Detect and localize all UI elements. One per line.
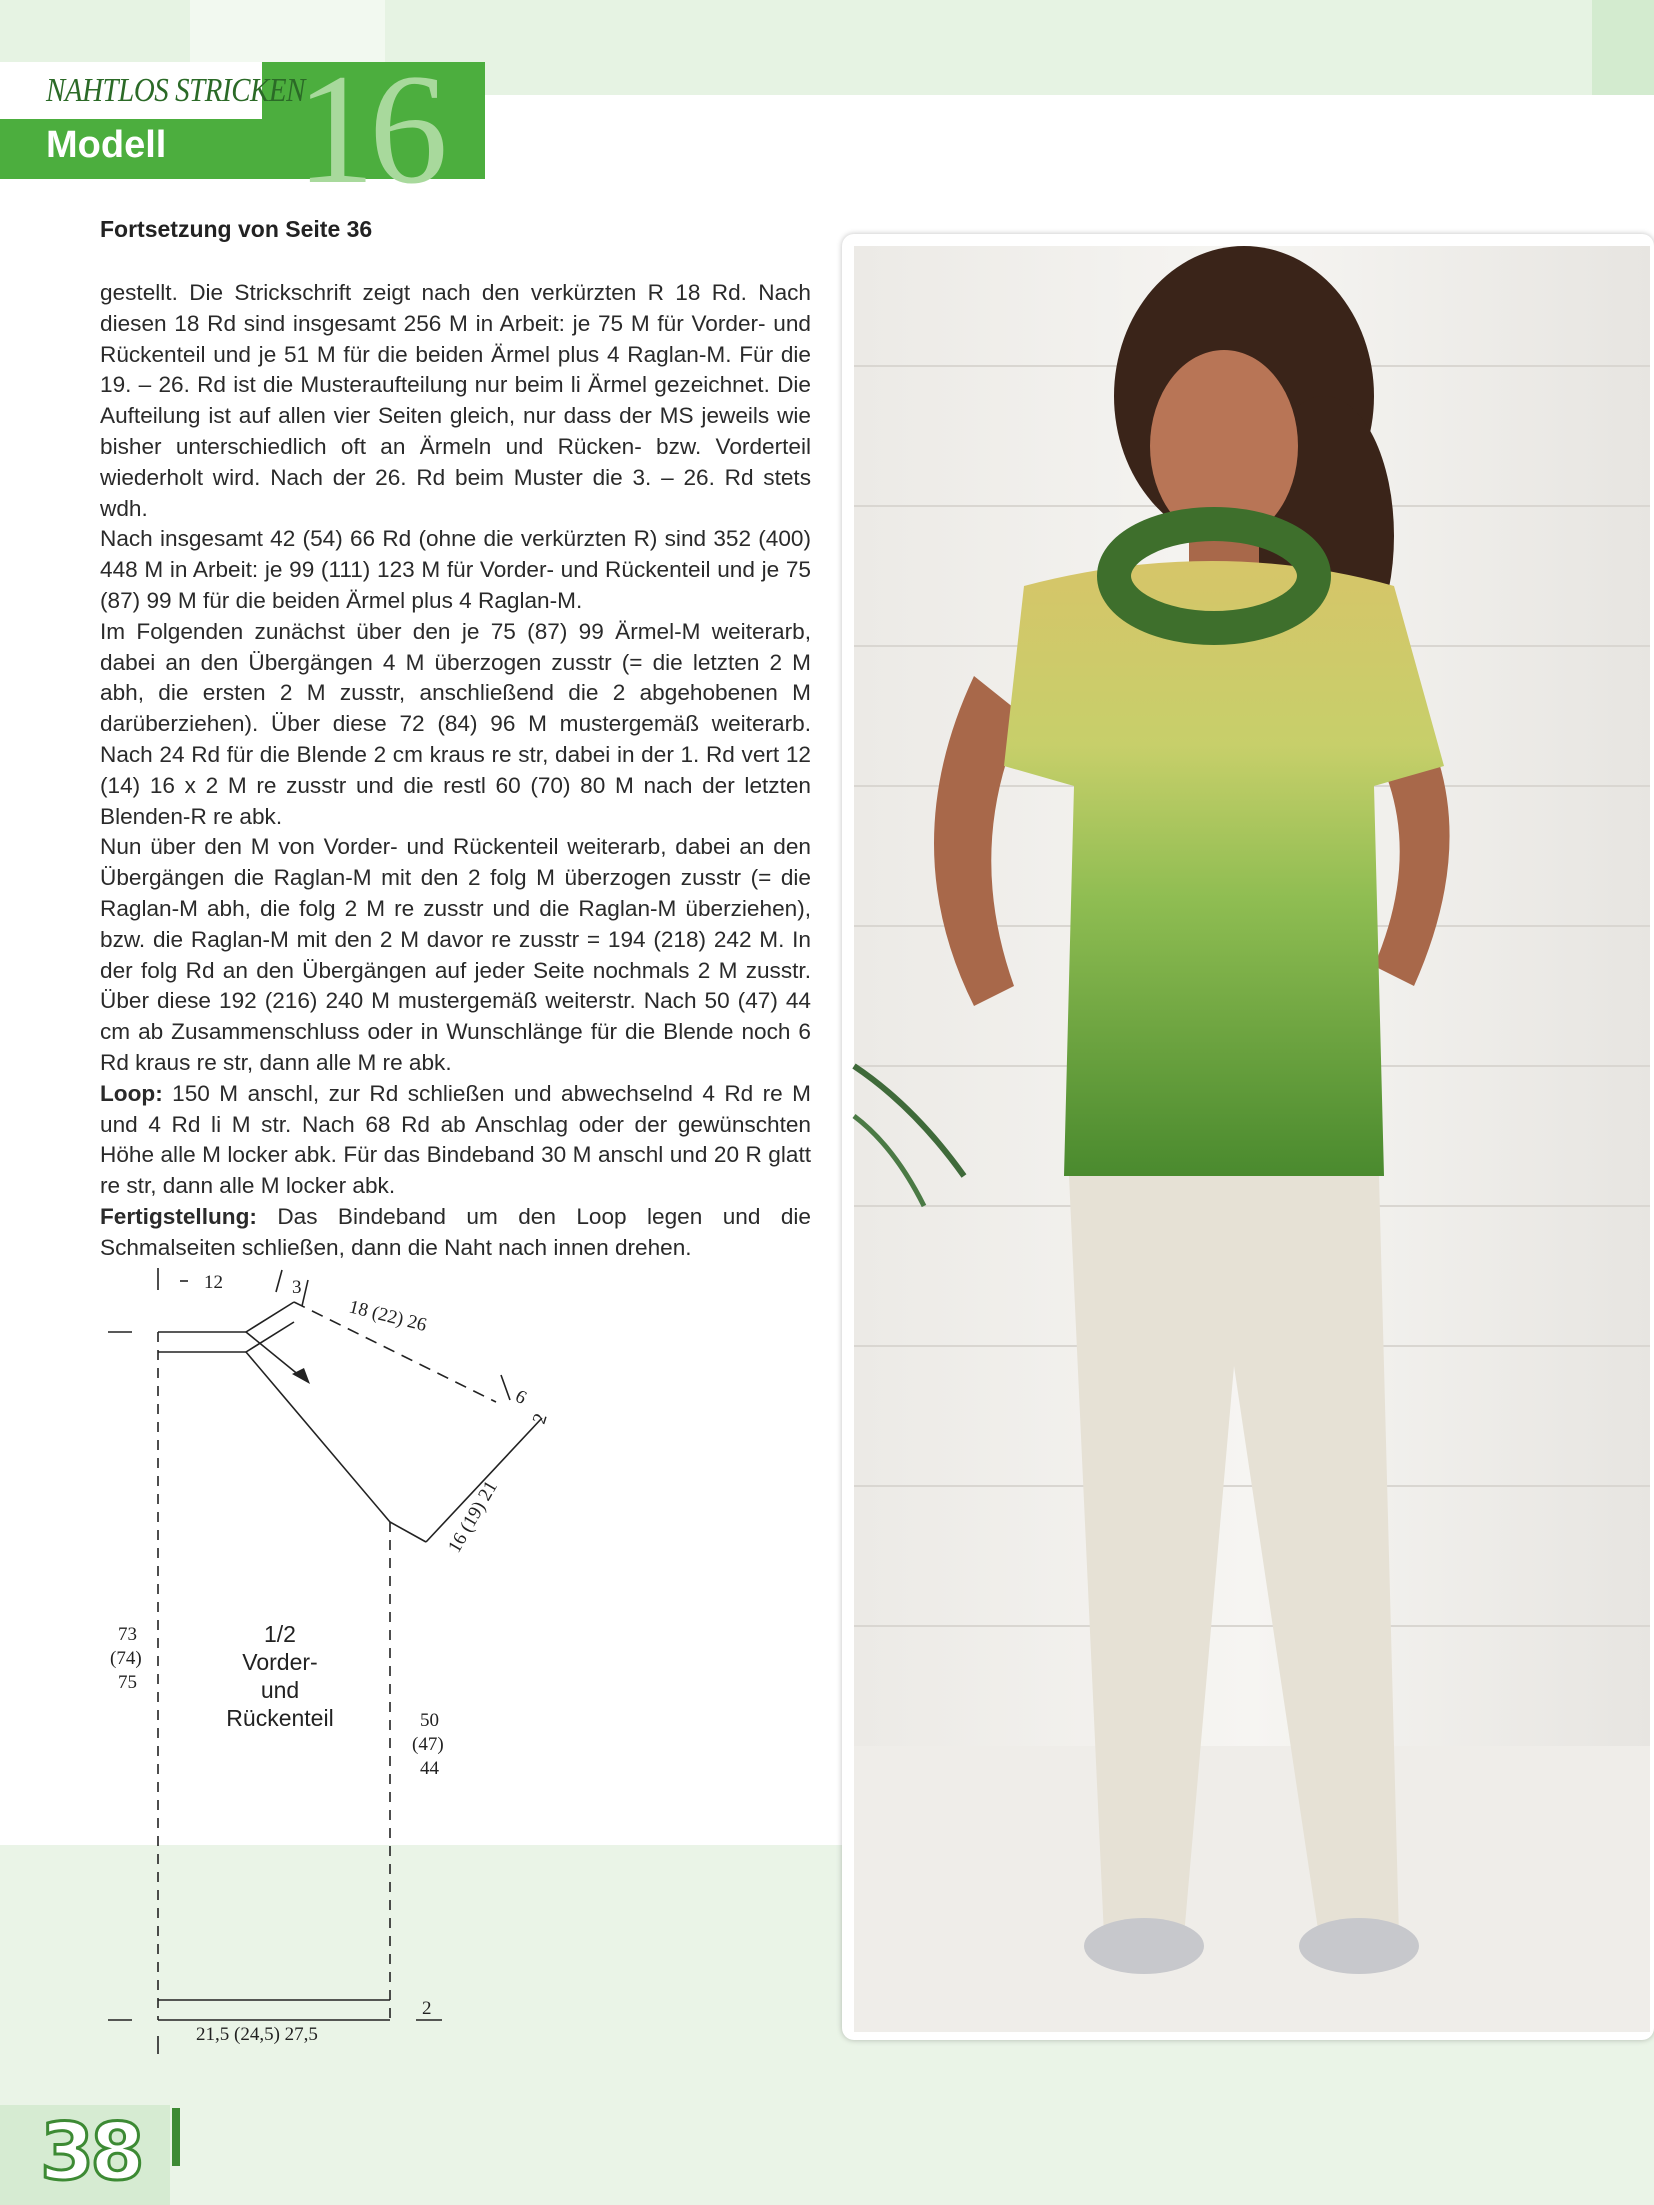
dim-sleeve-top: 18 (22) 26 xyxy=(346,1296,429,1337)
page-number: 38 xyxy=(40,2108,141,2198)
arrow-line xyxy=(246,1332,300,1376)
underarm-line xyxy=(390,1522,426,1542)
series-title: NAHTLOS STRICKEN xyxy=(46,72,305,109)
part-label: 1/2 xyxy=(264,1621,296,1647)
continuation-note: Fortsetzung von Seite 36 xyxy=(100,216,373,242)
paragraph-text: 150 M anschl, zur Rd schließen und abwechselnd 4 Rd re M und 4 Rd li M str. Nach 68 Rd ab Anschlag oder der gewünschten Höhe alle M locker abk. Für das Bindeband 30 M anschl und 20 R glatt re str, dann alle M locker abk. xyxy=(100,1080,811,1199)
dim-total: (74) xyxy=(110,1648,142,1669)
section-title: Modell xyxy=(46,124,167,166)
dim-sleeve-end: 6 xyxy=(511,1385,530,1409)
paragraph: Im Folgenden zunächst über den je 75 (87) 99 Ärmel-M weiterarb, dabei an den Übergängen 4 M überzogen zusstr (= die letzten 2 M abh, die ersten 2 M zusstr, anschließend die 2 abgehobenen M darüberziehen). Über diese 72 (84) 96 M mustergemäß weiterarb. Nach 24 Rd für die Blende 2 cm kraus re str, dabei in der 1. Rd vert 12 (14) 16 x 2 M re zusstr und die restl 60 (70) 80 M nach der letzten Blenden-R re abk. xyxy=(100,618,811,829)
top-band-right xyxy=(1592,0,1654,95)
dim-side: 50 xyxy=(420,1710,439,1731)
model-photo-illustration xyxy=(854,246,1650,2032)
paragraph: gestellt. Die Strickschrift zeigt nach den verkürzten R 18 Rd. Nach diesen 18 Rd sind insgesamt 256 M in Arbeit: je 75 M für Vorder- und Rückenteil und je 51 M für die beiden Ärmel plus 4 Raglan-M. Für die 19. – 26. Rd ist die Musteraufteilung nur beim li Ärmel gezeichnet. Die Aufteilung ist auf allen vier Seiten gleich, nur dass der MS jeweils wie bisher unterschiedlich oft an Ärmeln und Rücken- bzw. Vorderteil wiederholt wird. Nach der 26. Rd beim Muster die 3. – 26. Rd stets wdh. xyxy=(100,280,811,521)
dim-tick xyxy=(276,1270,282,1292)
dim-cuff: 2 xyxy=(528,1411,552,1427)
paragraph xyxy=(100,1079,811,1202)
part-label: Rückenteil xyxy=(226,1705,334,1731)
dim-width: 21,5 (24,5) 27,5 xyxy=(196,2024,318,2045)
part-label: Vorder- xyxy=(242,1649,318,1675)
dim-underarm: 16 (19) 21 xyxy=(444,1477,502,1557)
paragraph-text: Das Bindeband um den Loop legen und die Schmalseiten schließen, dann die Naht nach innen drehen. xyxy=(100,1203,811,1260)
dim-total: 75 xyxy=(118,1672,137,1693)
dim-neck: 3 xyxy=(292,1277,302,1298)
instructions-text xyxy=(100,278,811,1264)
arrow-icon xyxy=(292,1368,310,1384)
paragraph: Nun über den M von Vorder- und Rückenteil weiterarb, dabei an den Übergängen die Raglan-M mit den 2 folg M überzogen zusstr (= die Raglan-M abh, die folg 2 M re zusstr und die Raglan-M überziehen), bzw. die Raglan-M mit den 2 M davor re zusstr = 194 (218) 242 M. In der folg Rd an den Übergängen auf jeder Seite nochmals 2 M zusstr. Über diese 192 (216) 240 M mustergemäß weiterstr. Nach 50 (47) 44 cm ab Zusammenschluss oder in Wunschlänge für die Blende noch 6 Rd kraus re str, dann alle M re abk. xyxy=(100,834,811,1075)
dim-side: 44 xyxy=(420,1758,439,1779)
paragraph-label: Fertigstellung: xyxy=(100,1203,257,1229)
raglan-line xyxy=(246,1352,390,1522)
model-number: 16 xyxy=(296,42,442,217)
dim-total: 73 xyxy=(118,1624,137,1645)
model-photo xyxy=(854,246,1650,2032)
dim-side: (47) xyxy=(412,1734,444,1755)
dim-tick xyxy=(302,1280,308,1306)
page-number-bar xyxy=(172,2108,180,2166)
neck-slope xyxy=(246,1302,294,1332)
paragraph: Nach insgesamt 42 (54) 66 Rd (ohne die verkürzten R) sind 352 (400) 448 M in Arbeit: je 99 (111) 123 M für Vorder- und Rückenteil und je 75 (87) 99 M für die beiden Ärmel plus 4 Raglan-M. xyxy=(100,526,811,613)
dim-tick xyxy=(501,1375,510,1400)
schematic-diagram xyxy=(96,1260,552,2060)
dim-top: 12 xyxy=(204,1272,223,1293)
paragraph xyxy=(100,1202,811,1264)
part-label: und xyxy=(260,1677,300,1703)
dim-hem: 2 xyxy=(422,1998,432,2019)
paragraph-label: Loop: xyxy=(100,1080,163,1106)
